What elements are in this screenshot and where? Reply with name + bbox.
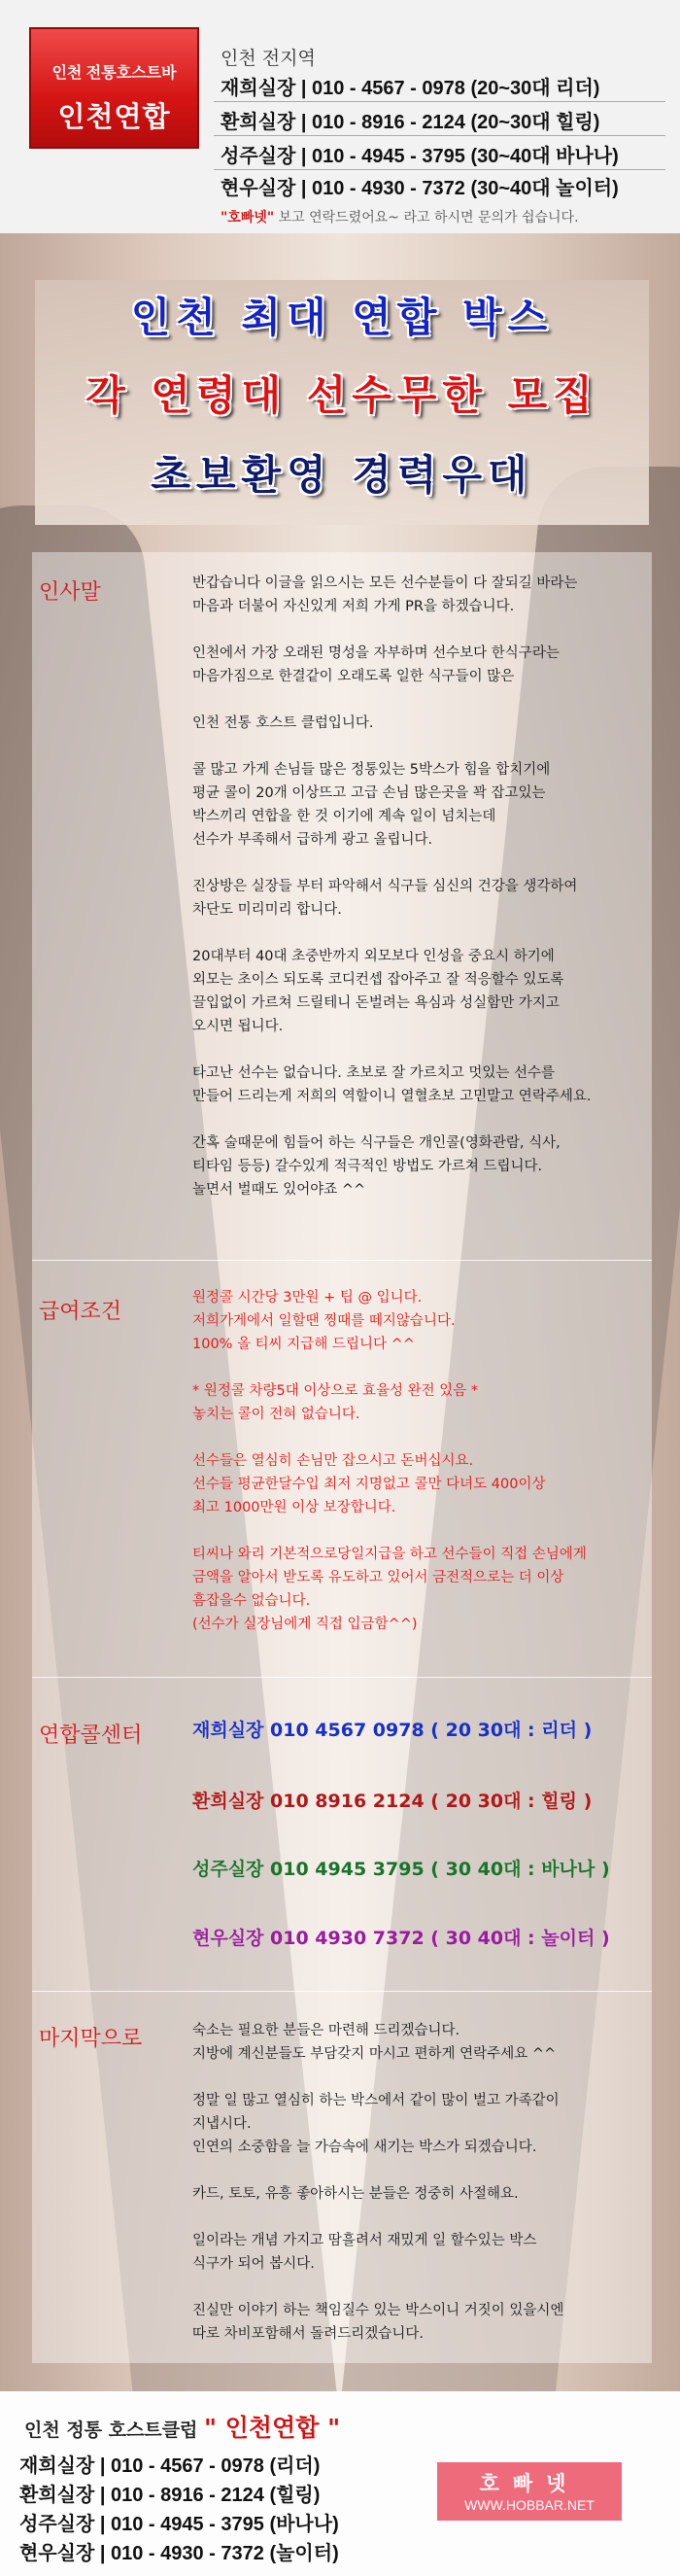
paragraph-line: 마음과 더불어 자신있게 저희 가게 PR을 하겠습니다.: [192, 599, 515, 614]
paragraph-line: 20대부터 40대 초중반까지 외모보다 인성을 중요시 하기에: [192, 949, 555, 964]
paragraph-line: 인천 전통 호스트 클럽입니다.: [192, 715, 374, 731]
footer-club-name: " 인천연합 ": [204, 2414, 341, 2442]
paragraph-line: 진상방은 실장들 부터 파악해서 식구들 심신의 건강을 생각하여: [192, 879, 578, 894]
paragraph-line: 박스끼리 연합을 한 것 이기에 계속 일이 넘치는데: [192, 809, 496, 824]
footer: [0, 2391, 680, 2576]
paragraph-gap: [192, 922, 649, 945]
footer-contact-line: 성주실장 | 010 - 4945 - 3795 (바나나): [19, 2514, 339, 2535]
greeting-body: [192, 572, 649, 1201]
paragraph-line: 티씨나 와리 기본적으로당일지급을 하고 선수들이 직접 손님에게: [192, 1547, 587, 1562]
paragraph-line: 숙소는 필요한 분들은 마련해 드리겠습니다.: [192, 2023, 460, 2038]
recruit-banner: [35, 280, 649, 525]
header-note-highlight: "호빠넷": [221, 210, 275, 226]
paragraph-line: (선수가 실장님에게 직접 입금함^^): [192, 1617, 418, 1632]
paragraph-line: 끌입없이 가르쳐 드릴테니 돈벌려는 욕심과 성실함만 가지고: [192, 995, 560, 1011]
header: [0, 0, 680, 233]
paragraph-gap: [192, 618, 649, 642]
paragraph-line: 일이라는 개념 가지고 땀흘려서 재밌게 일 할수있는 박스: [192, 2233, 537, 2248]
paragraph-line: 흠잡을수 없습니다.: [192, 1593, 311, 1609]
footer-title: [24, 2409, 340, 2444]
paragraph-line: 인천에서 가장 오래된 명성을 자부하며 선수보다 한식구라는: [192, 645, 560, 661]
paragraph-gap: [192, 2159, 649, 2182]
contact-line-jaehee: 재희실장 010 4567 0978 ( 20 30대 : 리더 ): [192, 1720, 593, 1741]
header-contact-line: 재희실장 | 010 - 4567 - 0978 (20~30대 리더): [221, 78, 600, 99]
paragraph-gap: [192, 1519, 649, 1543]
paragraph-line: 타고난 선수는 없습니다. 초보로 잘 가르치고 멋있는 선수를: [192, 1065, 556, 1081]
paragraph-line: 티타임 등등) 갈수있게 적극적인 방법도 가르쳐 드립니다.: [192, 1159, 543, 1174]
paragraph-line: 놀면서 벌때도 있어야죠 ^^: [192, 1182, 366, 1198]
closing-body: [192, 2019, 649, 2346]
paragraph-gap: [192, 1038, 649, 1062]
paragraph-line: 오시면 됩니다.: [192, 1019, 284, 1034]
paragraph-line: 선수들 평균한달수입 최저 지명없고 콜만 다녀도 400이상: [192, 1477, 546, 1492]
section-divider: [32, 1260, 652, 1261]
paragraph-gap: [192, 1108, 649, 1131]
paragraph-line: 간혹 술때문에 힘들어 하는 식구들은 개인콜(영화관람, 식사,: [192, 1135, 561, 1151]
paragraph-gap: [192, 2066, 649, 2089]
paragraph-line: 선수가 부족해서 급하게 광고 올립니다.: [192, 832, 433, 848]
contact-line-hwanhee: 환희실장 010 8916 2124 ( 20 30대 : 힐링 ): [192, 1791, 593, 1812]
paragraph-line: 평균 콜이 20개 이상뜨고 고급 손님 많은곳을 꽉 잡고있는: [192, 785, 546, 801]
footer-title-text: 인천 정통 호스트클럽: [24, 2419, 198, 2441]
paragraph-gap: [192, 2276, 649, 2299]
paragraph-line: 인연의 소중함을 늘 가슴속에 새기는 박스가 되겠습니다.: [192, 2140, 537, 2155]
logo: [29, 27, 199, 149]
paragraph-line: 100% 올 티씨 지급해 드립니다 ^^: [192, 1337, 415, 1352]
divider: [214, 135, 665, 136]
section-divider: [32, 1677, 652, 1678]
paragraph-gap: [192, 688, 649, 712]
region-label: 인천 전지역: [221, 48, 316, 69]
section-title-closing: 마지막으로: [39, 2027, 143, 2051]
paragraph-line: 외모는 초이스 되도록 코디컨셉 잡아주고 잘 적응할수 있도록: [192, 972, 564, 988]
section-title-greeting: 인사말: [39, 580, 101, 605]
paragraph-line: 최고 1000만원 이상 보장합니다.: [192, 1500, 396, 1515]
hobbar-badge-url: WWW.HOBBAR.NET: [464, 2497, 595, 2513]
paragraph-line: 원정콜 시간당 3만원 + 팁 @ 입니다.: [192, 1290, 423, 1305]
paragraph-gap: [192, 735, 649, 758]
contact-line-seongju: 성주실장 010 4945 3795 ( 30 40대 : 바나나 ): [192, 1859, 610, 1880]
logo-subtitle: 인천 전통호스트바: [51, 65, 177, 82]
pay-body: [192, 1286, 649, 1636]
paragraph-line: 지냅시다.: [192, 2116, 252, 2132]
paragraph-gap: [192, 852, 649, 875]
paragraph-line: 마음가짐으로 한결같이 오래도록 일한 식구들이 많은: [192, 669, 515, 684]
paragraph-line: 저희가게에서 일할땐 찡때를 떼지않습니다.: [192, 1313, 456, 1329]
footer-contact-line: 현우실장 | 010 - 4930 - 7372 (놀이터): [19, 2543, 339, 2564]
banner-line-2: 각 연령대 선수무한 모집: [85, 371, 598, 419]
paragraph-line: 반갑습니다 이글을 읽으시는 모든 선수분들이 다 잘되길 바라는: [192, 575, 578, 591]
hobbar-badge-name: 호빠넷: [479, 2472, 580, 2495]
paragraph-line: * 원정콜 차량5대 이상으로 효율성 완전 있음 *: [192, 1383, 479, 1399]
paragraph-line: 정말 일 많고 열심히 하는 박스에서 같이 많이 벌고 가족같이: [192, 2093, 560, 2108]
header-contact-line: 현우실장 | 010 - 4930 - 7372 (30~40대 놀이터): [221, 178, 619, 199]
header-contact-line: 성주실장 | 010 - 4945 - 3795 (30~40대 바나나): [221, 146, 619, 167]
paragraph-line: 만들어 드리는게 저희의 역할이니 열혈초보 고민말고 연락주세요.: [192, 1089, 592, 1104]
paragraph-line: 따로 차비포함해서 돌려드리겠습니다.: [192, 2326, 424, 2342]
banner-line-1: 인천 최대 연합 박스: [130, 294, 554, 341]
paragraph-line: 지방에 계신분들도 부담갖지 마시고 편하게 연락주세요 ^^: [192, 2046, 557, 2062]
footer-contact-line: 재희실장 | 010 - 4567 - 0978 (리더): [19, 2455, 321, 2477]
divider: [214, 169, 665, 170]
hobbar-badge[interactable]: [437, 2462, 622, 2521]
paragraph-gap: [192, 2206, 649, 2229]
header-note-text: 보고 연락드렸어요~ 라고 하시면 문의가 쉽습니다.: [274, 210, 579, 226]
paragraph-line: 진실만 이야기 하는 책임질수 있는 박스이니 거짓이 있을시엔: [192, 2303, 564, 2318]
section-title-pay: 급여조건: [39, 1300, 122, 1324]
paragraph-line: 차단도 미리미리 합니다.: [192, 902, 342, 918]
paragraph-line: 선수들은 열심히 손님만 잡으시고 돈버십시요.: [192, 1453, 474, 1469]
footer-contact-line: 환희실장 | 010 - 8916 - 2124 (힐링): [19, 2485, 321, 2506]
contact-line-hyeonwoo: 현우실장 010 4930 7372 ( 30 40대 : 놀이터 ): [192, 1928, 610, 1949]
paragraph-line: 금액을 알아서 받도록 유도하고 있어서 금전적으로는 더 이상: [192, 1570, 564, 1585]
header-contact-line: 환희실장 | 010 - 8916 - 2124 (20~30대 힐링): [221, 112, 600, 133]
paragraph-line: 놓치는 콜이 전혀 없습니다.: [192, 1407, 360, 1422]
paragraph-line: 식구가 되어 봅시다.: [192, 2256, 315, 2272]
paragraph-line: 콜 많고 가게 손님들 많은 정통있는 5박스가 힘을 합치기에: [192, 762, 551, 778]
logo-title: 인천연합: [57, 102, 171, 133]
paragraph-gap: [192, 1426, 649, 1449]
header-note: [221, 207, 579, 226]
paragraph-line: 카드, 토토, 유흥 좋아하시는 분들은 정중히 사절해요.: [192, 2186, 519, 2202]
section-divider: [32, 1991, 652, 1992]
banner-line-3: 초보환영 경력우대: [151, 451, 533, 499]
paragraph-gap: [192, 1356, 649, 1379]
divider: [214, 101, 665, 102]
section-title-contact: 연합콜센터: [39, 1723, 143, 1748]
